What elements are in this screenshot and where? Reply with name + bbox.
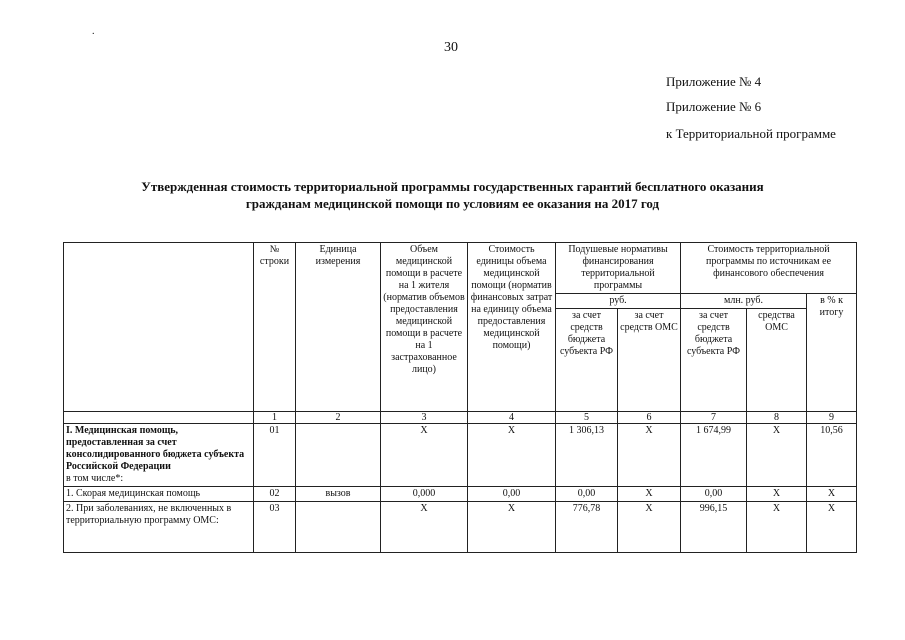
table-row bbox=[64, 502, 857, 553]
header-per-capita: Подушевые нормативы финансирования территориальной программы bbox=[556, 243, 681, 294]
appendix-line-2: Приложение № 6 bbox=[666, 99, 762, 114]
row-oms: X bbox=[618, 502, 681, 553]
column-number: 3 bbox=[381, 412, 468, 424]
column-number: 6 bbox=[618, 412, 681, 424]
row-label-text: I. Медицинская помощь, предоставленная за счет консолидированного бюджета субъекта Российской Федерации bbox=[66, 425, 245, 472]
header-oms-funds: средства ОМС bbox=[747, 309, 807, 412]
row-budget-mln: 996,15 bbox=[681, 502, 747, 553]
row-sublabel: в том числе*: bbox=[66, 473, 124, 484]
column-number: 1 bbox=[254, 412, 296, 424]
column-number: 9 bbox=[807, 412, 857, 424]
row-label: 1. Скорая медицинская помощь bbox=[64, 487, 254, 502]
row-number: 03 bbox=[254, 502, 296, 553]
column-number: 2 bbox=[296, 412, 381, 424]
header-row-no: № строки bbox=[254, 243, 296, 412]
column-number: 8 bbox=[747, 412, 807, 424]
header-volume: Объем медицинской помощи в расчете на 1 жителя (норматив объемов предоставления медицинской помощи в расчете на 1 застрахованное лицо) bbox=[381, 243, 468, 412]
header-unit-cost: Стоимость единицы объема медицинской помощи (норматив финансовых затрат на единицу объема предоставления медицинской помощи) bbox=[468, 243, 556, 412]
table-row bbox=[64, 487, 857, 502]
title-line-2: гражданам медицинской помощи по условиям ее оказания на 2017 год bbox=[245, 196, 660, 211]
document-title bbox=[40, 178, 865, 212]
row-pct: 10,56 bbox=[807, 424, 857, 487]
appendix-line-1: Приложение № 4 bbox=[666, 74, 762, 89]
cost-table bbox=[63, 242, 857, 553]
header-rub: руб. bbox=[556, 294, 681, 309]
row-label: 2. При заболеваниях, не включенных в территориальную программу ОМС: bbox=[64, 502, 254, 553]
header-pct-total: в % к итогу bbox=[807, 294, 857, 412]
header-unit: Единица измерения bbox=[296, 243, 381, 412]
row-volume: 0,000 bbox=[381, 487, 468, 502]
header-budget-rf-2: за счет средств бюджета субъекта РФ bbox=[681, 309, 747, 412]
header-row bbox=[64, 243, 857, 294]
title-line-1: Утвержденная стоимость территориальной программы государственных гарантий бесплатного оказания bbox=[141, 179, 764, 194]
header-blank bbox=[64, 243, 254, 412]
row-oms-mln: X bbox=[747, 487, 807, 502]
column-number: 5 bbox=[556, 412, 618, 424]
row-unit: вызов bbox=[296, 487, 381, 502]
row-number: 02 bbox=[254, 487, 296, 502]
stray-mark: . bbox=[92, 26, 95, 37]
row-oms: X bbox=[618, 487, 681, 502]
row-budget: 776,78 bbox=[556, 502, 618, 553]
row-budget-mln: 0,00 bbox=[681, 487, 747, 502]
page-number: 30 bbox=[444, 40, 458, 55]
row-unit bbox=[296, 424, 381, 487]
header-budget-rf: за счет средств бюджета субъекта РФ bbox=[556, 309, 618, 412]
column-number: 7 bbox=[681, 412, 747, 424]
appendix-line-3: к Территориальной программе bbox=[666, 126, 836, 141]
column-number-blank bbox=[64, 412, 254, 424]
row-volume: X bbox=[381, 424, 468, 487]
column-number: 4 bbox=[468, 412, 556, 424]
row-unit-cost: X bbox=[468, 424, 556, 487]
row-budget-mln: 1 674,99 bbox=[681, 424, 747, 487]
row-oms-mln: X bbox=[747, 502, 807, 553]
row-unit-cost: 0,00 bbox=[468, 487, 556, 502]
table-row bbox=[64, 424, 857, 487]
header-mln-rub: млн. руб. bbox=[681, 294, 807, 309]
row-number: 01 bbox=[254, 424, 296, 487]
header-cost-by-source: Стоимость территориальной программы по источникам ее финансового обеспечения bbox=[681, 243, 857, 294]
row-pct: X bbox=[807, 502, 857, 553]
row-budget: 1 306,13 bbox=[556, 424, 618, 487]
row-pct: X bbox=[807, 487, 857, 502]
row-unit-cost: X bbox=[468, 502, 556, 553]
row-oms: X bbox=[618, 424, 681, 487]
row-budget: 0,00 bbox=[556, 487, 618, 502]
row-unit bbox=[296, 502, 381, 553]
row-oms-mln: X bbox=[747, 424, 807, 487]
column-number-row bbox=[64, 412, 857, 424]
row-volume: X bbox=[381, 502, 468, 553]
header-oms-means: за счет средств ОМС bbox=[618, 309, 681, 412]
row-label bbox=[64, 424, 254, 487]
